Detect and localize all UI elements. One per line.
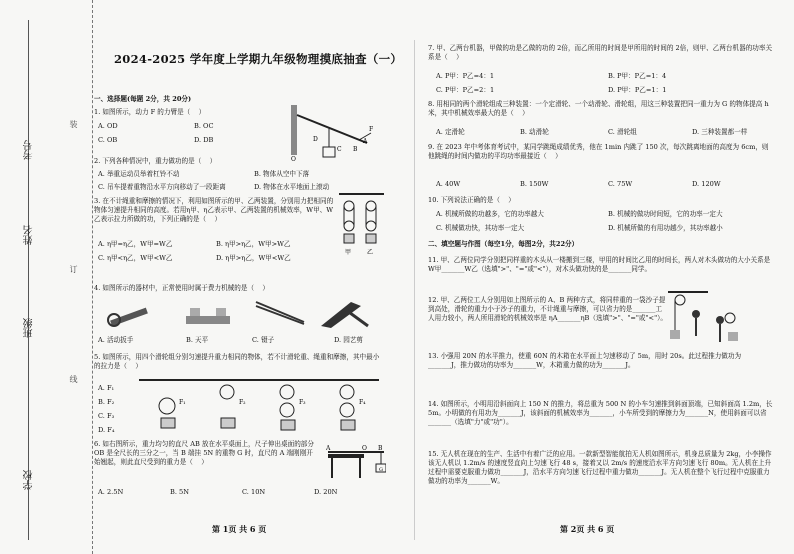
page-divider	[414, 40, 415, 540]
section-choice-heading: 一、选择题(每题 2分，共 20分)	[94, 95, 192, 103]
question-8: 8. 用相同的两个滑轮组成三种装置：一个定滑轮、一个动滑轮、滑轮组，用这三种装置把同一重力为 G 的物体提高 h 米，其中机械效率最大的是（ ）	[428, 100, 771, 117]
four-pulleys-figure	[139, 378, 379, 433]
q10-option-c: C. 机械做功快，其功率一定大	[436, 224, 525, 232]
q2-option-c: C. 吊车提着重物沿水平方向移动了一段距离	[98, 183, 226, 191]
q9-option-d: D. 120W	[692, 180, 721, 188]
exam-title: 2024-2025 学年度上学期九年级物理摸底抽查（一）	[114, 52, 403, 66]
svg-text:C: C	[337, 146, 342, 153]
left-page-footer: 第 1页 共 6 页	[212, 524, 267, 534]
q4-option-d: D. 园艺剪	[334, 336, 364, 344]
q6-option-d: D. 20N	[314, 488, 338, 496]
cut-mark-3: 线	[69, 375, 78, 385]
binding-strip	[0, 0, 93, 554]
question-10: 10. 下列说法正确的是（ ）	[428, 196, 515, 204]
q2-option-b: B. 物体从空中下落	[254, 170, 310, 178]
cut-mark-2: 订	[69, 265, 78, 275]
q1-option-a: A. OD	[98, 122, 118, 130]
garden-shears-icon	[321, 302, 368, 328]
q7-option-a: A. P甲：P乙=4：1	[436, 72, 495, 80]
svg-text:F₃: F₃	[299, 399, 306, 406]
svg-text:B: B	[378, 445, 383, 452]
question-2: 2. 下列各种情况中，重力做功的是（ ）	[94, 157, 217, 165]
binding-label-class: 班级	[24, 318, 35, 338]
tools-figure	[106, 296, 376, 332]
q8-option-a: A. 定滑轮	[436, 128, 465, 136]
binding-line	[28, 20, 29, 540]
svg-text:F₁: F₁	[179, 399, 186, 406]
svg-text:B: B	[353, 146, 358, 153]
q7-option-d: D. P甲：P乙=1：1	[608, 86, 667, 94]
q3-option-a: A. η甲=η乙，W甲=W乙	[98, 240, 173, 248]
q5-option-c: C. F₃	[98, 412, 115, 420]
q10-option-b: B. 机械的做功时间短，它的功率一定大	[608, 210, 723, 218]
pulley-pair-figure	[339, 192, 384, 264]
q5-option-a: A. F₁	[98, 384, 115, 392]
balance-scale-icon	[186, 308, 230, 324]
question-1: 1. 如图所示，动力 F 的力臂是（ ）	[94, 108, 206, 116]
right-page	[428, 0, 778, 554]
svg-text:O: O	[362, 445, 367, 452]
question-7: 7. 甲、乙两台机器，甲做的功是乙做的功的 2倍，而乙所用的时间是甲所用的时间的 2倍，则甲、乙两台机器的功率关系是（ ）	[428, 44, 773, 61]
q9-option-b: B. 150W	[520, 180, 549, 188]
q4-option-b: B. 天平	[186, 336, 209, 344]
q1-option-d: D. DB	[194, 136, 214, 144]
q3-option-c: C. η甲<η乙，W甲<W乙	[98, 254, 173, 262]
binding-label-school: 学校	[24, 470, 35, 490]
lever-figure	[289, 103, 374, 163]
q10-option-a: A. 机械所做的功越多，它的功率越大	[436, 210, 544, 218]
wrench-icon	[108, 308, 148, 327]
q4-option-a: A. 活动扳手	[98, 336, 134, 344]
svg-text:G: G	[379, 467, 383, 473]
svg-text:D: D	[313, 136, 318, 143]
svg-text:F₂: F₂	[239, 399, 246, 406]
left-page	[94, 0, 403, 554]
question-3: 3. 在不计绳重和摩擦的情况下，利用如图所示的甲、乙两装置，分别用力把相同的物体匀速提升相同的高度。若用η甲、η乙表示甲、乙两装置的机械效率，W甲、W乙表示拉力所做的功，下列正确的是（ ）	[94, 197, 334, 223]
question-9: 9. 在 2023 年中考体育考试中，某同学跳绳成绩优秀，他在 1min 内跳了 150 次，每次跳离地面的高度为 6cm，则他跳绳的时间内做功的平均功率最接近（ ）	[428, 143, 769, 160]
svg-text:甲: 甲	[345, 249, 352, 256]
question-13: 13. 小强用 20N 的水平推力，使重 60N 的木箱在水平面上匀速移动了 5m，用时 20s。此过程推力做功为_______J，推力做功的功率为_______W，木箱重力做的功为_______J。	[428, 352, 742, 369]
tweezers-icon	[256, 302, 304, 324]
question-11: 11. 甲、乙两位同学分别把同样重的木头从一楼搬到三楼，甲用的时间比乙用的时间长，两人对木头做功的大小关系是 W甲_______W乙（选填">"、"="或"<"），对木头做功快的是_______同学。	[428, 256, 773, 273]
question-14: 14. 如图所示，小明用沿斜面向上 150 N 的推力，将总重为 500 N 的小车匀速推到斜面顶端，已知斜面高 1.2m，长 5m。小明做的有用功为_______J，该斜面的机械效率为_______，小车所受到的摩擦力为_______N，使用斜面可以省_______（选填"力"或"功"）。	[428, 400, 775, 426]
svg-text:A: A	[363, 138, 368, 145]
q9-option-c: C. 75W	[608, 180, 633, 188]
question-5: 5. 如图所示，用四个滑轮组分别匀速提升重力相同的物体，若不计滑轮重、绳重和摩擦，其中最小的拉力是（ ）	[94, 353, 380, 370]
q5-option-d: D. F₄	[98, 426, 115, 434]
q7-option-c: C. P甲：P乙=2：1	[436, 86, 495, 94]
q4-option-c: C. 镊子	[252, 336, 275, 344]
question-12: 12. 甲、乙两位工人分别用如上图所示的 A、B 两种方式，将同样重的一袋沙子提到高处，滑轮的重力小于沙子的重力，不计绳重与摩擦，可以省力的是_______工人用力较小，两人所用滑轮的机械效率是 ηA_______ηB（选填">"、"="或"<"）。	[428, 296, 667, 322]
svg-text:F₄: F₄	[359, 399, 366, 406]
ruler-table-figure	[326, 444, 386, 484]
svg-text:乙: 乙	[367, 249, 374, 256]
svg-text:O: O	[291, 156, 296, 163]
q3-option-b: B. η甲>η乙，W甲>W乙	[216, 240, 291, 248]
q6-option-a: A. 2.5N	[98, 488, 124, 496]
svg-text:F: F	[369, 126, 374, 133]
q10-option-d: D. 机械所做的有用功越少，其功率越小	[608, 224, 723, 232]
q1-option-b: B. OC	[194, 122, 214, 130]
q1-option-c: C. OB	[98, 136, 118, 144]
workers-pulley-figure	[668, 290, 748, 350]
q2-option-d: D. 物体在水平地面上滚动	[254, 183, 330, 191]
right-page-footer: 第 2页 共 6 页	[560, 524, 615, 534]
q6-option-c: C. 10N	[242, 488, 266, 496]
q5-option-b: B. F₂	[98, 398, 115, 406]
q8-option-b: B. 动滑轮	[520, 128, 549, 136]
binding-label-name: 姓名	[24, 225, 35, 245]
q8-option-d: D. 三种装置都一样	[692, 128, 748, 136]
q9-option-a: A. 40W	[436, 180, 461, 188]
cut-mark-1: 装	[69, 120, 78, 130]
question-4: 4. 如图所示的器材中，正常使用时属于费力机械的是（ ）	[94, 284, 270, 292]
q8-option-c: C. 滑轮组	[608, 128, 637, 136]
q7-option-b: B. P甲：P乙=1：4	[608, 72, 667, 80]
question-6: 6. 如右图所示，重力均匀的直尺 AB 放在水平桌面上，尺子伸出桌面的部分 OB 是全尺长的三分之一，当 B 端挂 5N 的重物 G 时，直尺的 A 端刚刚开始翘起，则此直尺受到的重力是（ ）	[94, 440, 317, 466]
q2-option-a: A. 举重运动员举着杠铃不动	[98, 170, 180, 178]
svg-text:A: A	[326, 445, 331, 452]
q3-option-d: D. η甲>η乙，W甲<W乙	[216, 254, 291, 262]
q6-option-b: B. 5N	[170, 488, 190, 496]
binding-label-exam-no: 考号	[24, 140, 35, 160]
question-15: 15. 无人机在现在的生产、生活中有着广泛的应用。一款新型智能航拍无人机如图所示，机身总质量为 2kg，小李操作该无人机以 1.2m/s 的速度竖直向上匀速飞行 48 s，接着又以 2m/s 的速度沿水平方向匀速飞行 80m。无人机在上升过程中需要克服重力做功_______J，沿水平方向匀速飞行过程中重力做功_______J。无人机在整个飞行过程中克服重力做功的功率为_______W。	[428, 450, 772, 485]
section-fill-heading: 二、填空题与作图（每空1分，每图2分，共22分）	[428, 240, 579, 248]
